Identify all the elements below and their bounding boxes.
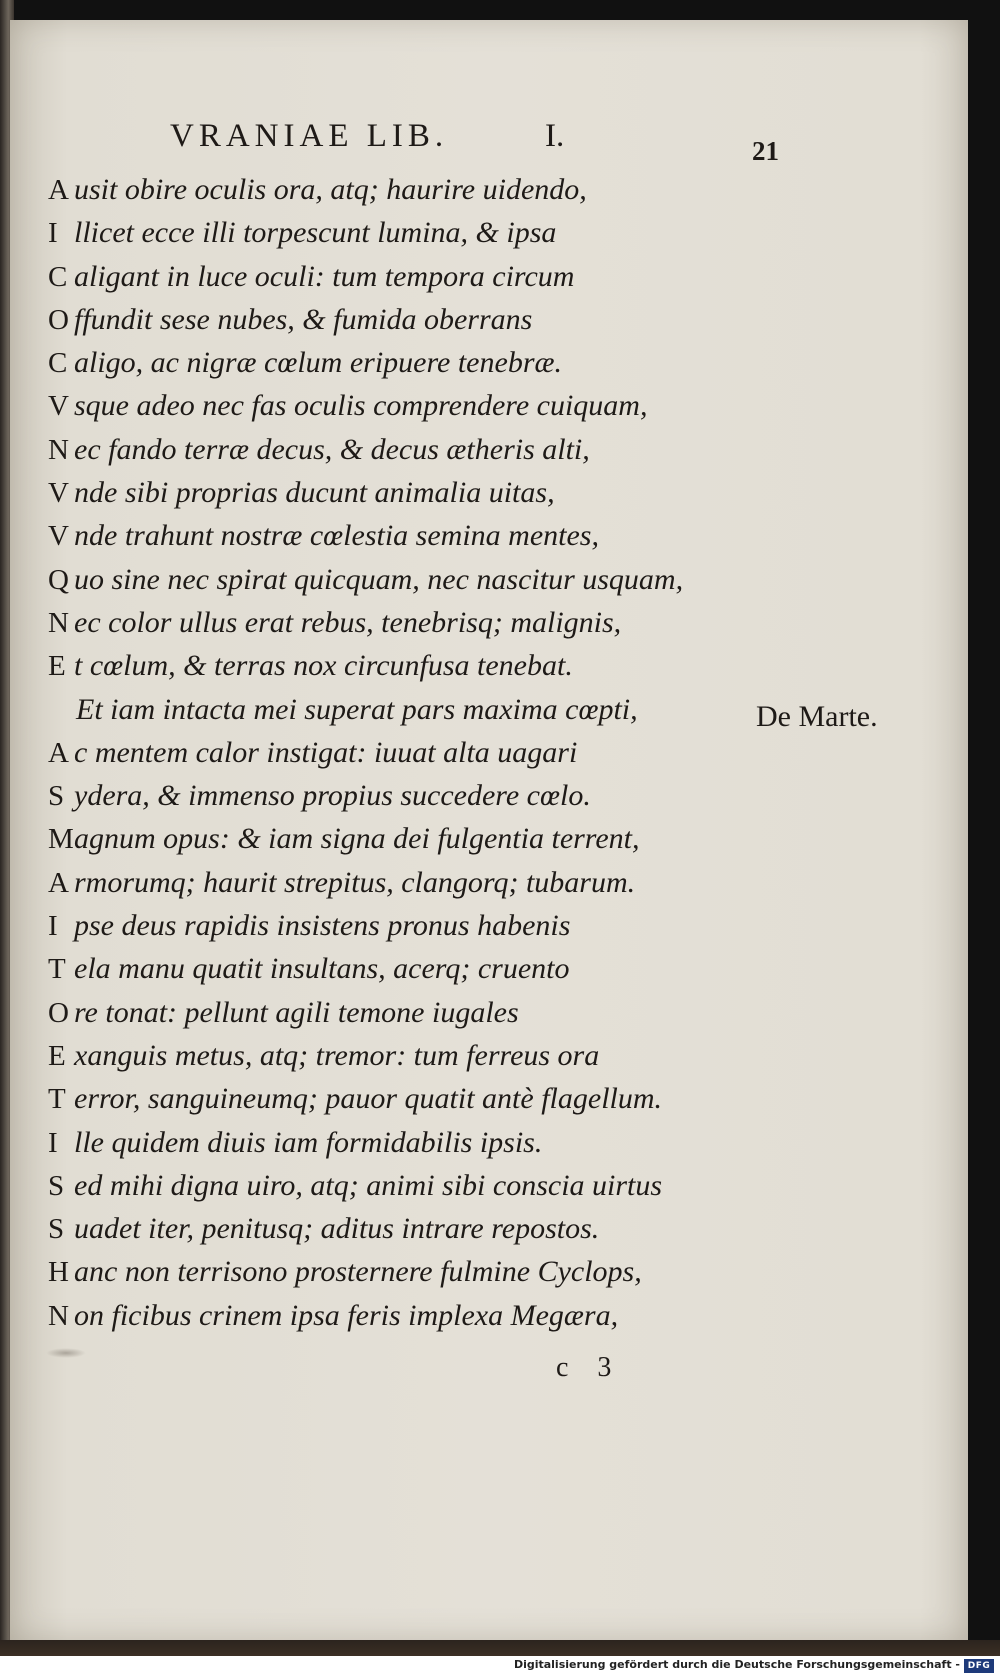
verse-initial: V — [48, 520, 69, 553]
verse-line — [48, 601, 768, 644]
verse-text: agnum opus: & iam signa dei fulgentia terrent, — [74, 822, 640, 856]
running-head: VRANIAE LIB. — [170, 118, 449, 154]
verse-initial: N — [48, 1299, 69, 1332]
verse-line — [48, 947, 768, 990]
verse-initial: T — [48, 953, 66, 986]
verse-initial: N — [48, 433, 69, 466]
verse-line — [48, 1121, 768, 1164]
verse-text: error, sanguineumq; pauor quatit antè flagellum. — [74, 1082, 663, 1116]
verse-text: Et iam intacta mei superat pars maxima cœpti, — [76, 692, 638, 726]
verse-text: ela manu quatit insultans, acerq; cruento — [74, 952, 570, 986]
verse-text: rmorumq; haurit strepitus, clangorq; tubarum. — [74, 865, 636, 899]
verse-line — [48, 341, 768, 384]
verse-initial: N — [48, 606, 69, 639]
verse-text: aligant in luce oculi: tum tempora circum — [74, 259, 575, 293]
verse-initial: A — [48, 866, 69, 899]
verse-initial: H — [48, 1256, 69, 1289]
verse-initial: T — [48, 1083, 66, 1116]
verse-line — [48, 731, 768, 774]
verse-initial: E — [48, 1039, 66, 1072]
digitization-credit: Digitalisierung gefördert durch die Deutsche Forschungsgemeinschaft - — [513, 1658, 960, 1671]
verse-text: anc non terrisono prosternere fulmine Cyclops, — [74, 1255, 642, 1289]
verse-text: aligo, ac nigræ cœlum eripuere tenebræ. — [74, 346, 562, 380]
verse-initial: C — [48, 347, 68, 380]
verse-text: ydera, & immenso propius succedere cœlo. — [74, 779, 591, 813]
verse-line — [48, 1250, 768, 1293]
verse-text: xanguis metus, atq; tremor: tum ferreus ora — [74, 1038, 600, 1072]
verse-list — [48, 168, 768, 1337]
verse-text: pse deus rapidis insistens pronus habenis — [74, 909, 571, 943]
verse-text: ec color ullus erat rebus, tenebrisq; malignis, — [74, 605, 622, 639]
signature-mark: c 3 — [556, 1352, 612, 1383]
verse-line — [48, 1207, 768, 1250]
verse-text: uadet iter, penitusq; aditus intrare repostos. — [74, 1212, 600, 1246]
verse-text: ec fando terræ decus, & decus ætheris alti, — [74, 432, 590, 466]
verse-text: nde sibi proprias ducunt animalia uitas, — [74, 476, 555, 510]
verse-text: ffundit sese nubes, & fumida oberrans — [74, 302, 533, 336]
verse-initial: I — [48, 217, 58, 250]
verse-line — [48, 774, 768, 817]
verse-line — [48, 1164, 768, 1207]
verse-line — [48, 211, 768, 254]
verse-text: ed mihi digna uiro, atq; animi sibi conscia uirtus — [74, 1168, 663, 1202]
verse-initial: O — [48, 303, 69, 336]
verse-initial: A — [48, 174, 69, 206]
verse-initial: Q — [48, 563, 69, 596]
verse-initial: M — [48, 823, 74, 856]
verse-line — [48, 514, 768, 557]
verse-line — [48, 1034, 768, 1077]
verse-line — [48, 861, 768, 904]
verse-text: uo sine nec spirat quicquam, nec nascitur usquam, — [74, 562, 684, 596]
verse-initial: V — [48, 477, 69, 510]
verse-initial: O — [48, 996, 69, 1029]
verse-line — [48, 428, 768, 471]
verse-text: llicet ecce illi torpescunt lumina, & ipsa — [74, 216, 557, 250]
verse-line — [48, 688, 768, 731]
verse-initial: V — [48, 390, 69, 423]
verse-text: usit obire oculis ora, atq; haurire uidendo, — [74, 173, 587, 206]
marginal-note: De Marte. — [756, 700, 878, 733]
page-number: 21 — [752, 136, 779, 166]
verse-initial: E — [48, 650, 66, 683]
verse-text: nde trahunt nostræ cœlestia semina mentes, — [74, 519, 599, 553]
verse-line — [48, 558, 768, 601]
chapter-number: I. — [545, 118, 565, 154]
verse-line — [48, 168, 768, 211]
verse-line — [48, 384, 768, 427]
verse-initial: S — [48, 780, 65, 813]
verse-initial: I — [48, 910, 58, 943]
verse-line — [48, 1294, 768, 1337]
verse-initial: S — [48, 1213, 65, 1246]
page-edge-band — [0, 1640, 1000, 1656]
verse-line — [48, 644, 768, 687]
verse-line — [48, 817, 768, 860]
verse-text: lle quidem diuis iam formidabilis ipsis. — [74, 1125, 543, 1159]
verse-line — [48, 991, 768, 1034]
verse-line — [48, 904, 768, 947]
dfg-logo: DFG — [964, 1659, 994, 1673]
verse-line — [48, 298, 768, 341]
verse-text: t cœlum, & terras nox circunfusa tenebat. — [74, 649, 573, 683]
verse-text: c mentem calor instigat: iuuat alta uagari — [74, 735, 578, 769]
verse-initial: C — [48, 260, 68, 293]
verse-text: sque adeo nec fas oculis comprendere cuiquam, — [74, 389, 648, 423]
verse-line — [48, 471, 768, 514]
verse-text: re tonat: pellunt agili temone iugales — [74, 995, 519, 1029]
verse-line — [48, 255, 768, 298]
ink-smudge — [46, 1348, 86, 1358]
verse-initial: I — [48, 1126, 58, 1159]
verse-line — [48, 1077, 768, 1120]
verse-text: on ficibus crinem ipsa feris implexa Megæra, — [74, 1298, 619, 1332]
verse-initial: A — [48, 736, 69, 769]
verse-initial: S — [48, 1169, 65, 1202]
